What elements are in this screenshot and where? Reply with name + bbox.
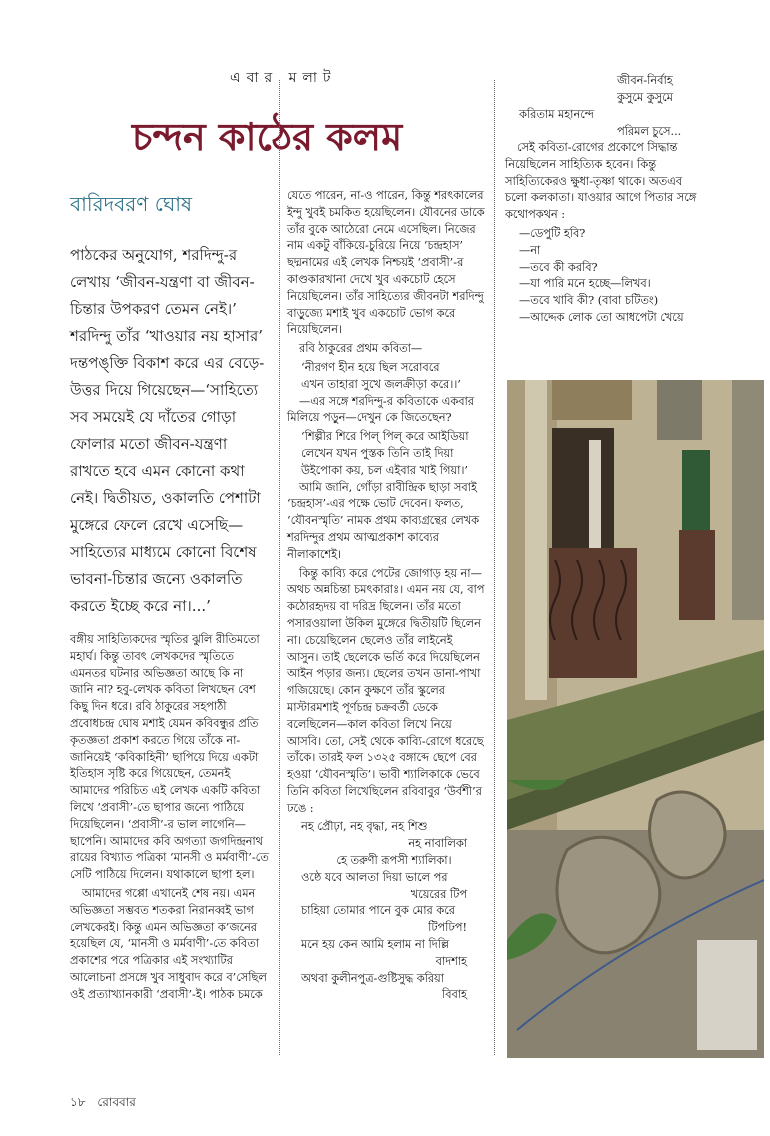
column-divider-2 (494, 80, 495, 1055)
column-3-body (505, 72, 705, 327)
author-byline: বারিদবরণ ঘোষ (70, 192, 193, 216)
paragraph: আমি জানি, গোঁড়া রাবীন্দ্রিক ছাড়া সবাই ‘চন্দ্রহাস’-এর পক্ষে ভোট দেবেন। ফলত, ‘যৌবনস্মৃতি’ নামক প্রথম কাব্যগ্রন্থের লেখক শরদিন্দুর প্রথম আত্মপ্রকাশ কাব্যের নীলাকাশেই। (287, 480, 480, 561)
verse-line: এখন তাহারা সুখে জলক্রীড়া করে।।’ (301, 377, 461, 391)
dialogue-line: —না (519, 243, 541, 257)
paragraph: —এর সঙ্গে শরদিন্দু-র কবিতাকে একবার মিলিয়ে পড়ুন—দেখুন কে জিতেছেন? (287, 394, 475, 425)
verse-block (505, 72, 705, 140)
dialogue-line: —ডেপুটি হবি? (519, 226, 586, 240)
dialogue-line: —তবে খাবি কী? (বাবা চটিতং) (519, 294, 659, 308)
paragraph: বঙ্গীয় সাহিত্যিকদের স্মৃতির ঝুলি রীতিমতো মহার্ঘ। কিন্তু তাবৎ লেখকদের স্মৃতিতে এমনতর ঘটনার অভিজ্ঞতা আছে কি না জানি না? হবু-লেখক কবিতা লিখছেন বেশ কিছু দিন ধরে। রবি ঠাকুরের সহপাঠী প্রবোধচন্দ্র ঘোষ মশাই যেমন কবিবন্ধুর প্রতি কৃতজ্ঞতা প্রকাশ করতে গিয়ে তাঁকে না-জানিয়েই ‘কবিকাহিনী’ ছাপিয়ে দিয়ে একটা ইতিহাস সৃষ্টি করে গিয়েছেন, তেমনই আমাদের পরিচিত এই লেখক একটি কবিতা লিখে ‘প্রবাসী’-তে ছাপার জন্যে পাঠিয়ে দিয়েছিলেন। ‘প্রবাসী’-র ভাল লাগেনি—ছাপেনি। আমাদের কবি অগত্যা জগদিন্দ্রনাথ রায়ের বিখ্যাত পত্রিকা ‘মানসী ও মর্মবাণী’-তে সেটি পাঠিয়ে দিলেন। যথাকালে ছাপা হল। (70, 633, 269, 882)
verse-line: ওষ্ঠে যবে আলতা দিয়া ভালে পর (301, 870, 448, 884)
photo-illustration (507, 380, 764, 1058)
dialogue-line: —যা পারি মনে হচ্ছে—লিখব। (519, 277, 651, 291)
verse-line: বিবাহ (441, 988, 467, 1002)
verse-line: অথবা কুলীনপুত্র-গুষ্টিসুদ্ধ করিয়া (301, 971, 444, 985)
dialogue-line: —তবে কী করবি? (519, 260, 598, 274)
verse-line: উইপোকা কয়, চল এইবার খাই গিয়া।’ (301, 463, 468, 477)
paragraph: সেই কবিতা-রোগের প্রকোপে সিদ্ধান্ত নিয়েছিলেন সাহিত্যিক হবেন। কিন্তু সাহিত্যিকেরও ক্ষুধা-তৃষ্ণা থাকে। অতএব চলো কলকাতা। যাওয়ার আগে পিতার সঙ্গে কথোপকথন : (505, 141, 697, 222)
page-footer (70, 1094, 136, 1114)
verse-line: মনে হয় কেন আমি হলাম না দিল্লি (301, 938, 449, 952)
page-number: ১৮ (70, 1095, 86, 1109)
verse-line: খয়েরের টিপ (410, 887, 467, 901)
verse-block (287, 429, 487, 479)
verse-line: পরিমল চুসে... (617, 125, 682, 138)
verse-line: লেখেন যখন পুস্তক তিনি তাই দিয়া (301, 446, 454, 460)
verse-line: নহ নাবালিকা (408, 837, 467, 851)
paragraph: রবি ঠাকুরের প্রথম কবিতা— (299, 342, 423, 356)
verse-line: ‘নীরগণ হীন হয়ে ছিল সরোবরে (301, 360, 440, 374)
verse-line: করিতাম মহানন্দে (519, 108, 594, 121)
verse-line: জীবন-নির্বাহ (617, 74, 673, 87)
lead-quote (70, 242, 268, 620)
paragraph: কিন্তু কাব্যি করে পেটের জোগাড় হয় না—অথচ অন্নচিন্তা চমৎকারাঃ। এমন নয় যে, বাপ কঠোরহৃদয় বা দরিদ্র ছিলেন। তাঁর মতো পসারওয়ালা উকিল মুঙ্গেরে দ্বিতীয়টি ছিলেন না। চেয়েছিলেন ছেলেও তাঁর লাইনেই আসুন। তাই ছেলেকে ভর্তি করে দিয়েছিলেন আইন পড়ার জন্য। ছেলের তখন ডানা-পাখা গজিয়েছে। কোন কুক্ষণে তাঁর স্কুলের মাস্টারমশাই পূর্ণচন্দ্র চক্রবর্তী ডেকে বলেছিলেন—কাল কবিতা লিখে নিয়ে আসবি। তো, সেই থেকে কাব্যি-রোগে ধরেছে তাঁকে। তারই ফল ১৩২৫ বঙ্গাব্দে ছেপে বের হওয়া ‘যৌবনস্মৃতি’। ভাবী শ্যালিকাকে ভেবে তিনি কবিতা লিখেছিলেন রবিবাবুর ‘উর্বশী’র ঢঙে : (287, 566, 485, 815)
column-1-body (70, 632, 270, 1006)
verse-line: ‘শিল্পীর শিরে পিল্ পিল্ করে আইডিয়া (301, 430, 469, 444)
verse-line: চাহিয়া তোমার পানে বুক মোর করে (301, 904, 455, 918)
verse-block (287, 360, 487, 394)
verse-line: নহ প্রৌঢ়া, নহ বৃদ্ধা, নহ শিশু (301, 820, 428, 834)
column-2-body (287, 188, 487, 1004)
paragraph: আমাদের গপ্পো এখানেই শেষ নয়। এমন অভিজ্ঞতা সম্ভবত শতকরা নিরানব্বই ভাগ লেখকেরই। কিন্তু এমন অভিজ্ঞতা ক’জনের হয়েছিল যে, ‘মানসী ও মর্মবাণী’-তে কবিতা প্রকাশের পরে পত্রিকার এই সংখ্যাটির আলোচনা প্রসঙ্গে খুব সাধুবাদ করে ব’সেছিল ওই প্রত্যাখ্যানকারী ‘প্রবাসী’-ই। পাঠক চমকে (70, 886, 267, 1001)
paragraph: যেতে পারেন, না-ও পারেন, কিন্তু শরৎকালের ইন্দু খুবই চমকিত হয়েছিলেন। যৌবনের ডাকে তাঁর বুকে আঠেরো নেমে এসেছিল। নিজের নাম একটু বাঁকিয়ে-চুরিয়ে নিয়ে ‘চন্দ্রহাস’ ছদ্মনামের এই লেখক নিশ্চয়ই ‘প্রবাসী’-র কাণ্ডকারখানা দেখে খুব একচোট হেসে নিয়েছিলেন। তাঁর সাহিত্যের জীবনটা শরদিন্দু বাড়ুজ্যে মশাই খুব একচোট ভোগ করে নিয়েছিলেন। (287, 189, 485, 337)
dialogue-block (505, 226, 705, 327)
article-title: চন্দন কাঠের কলম (132, 114, 403, 159)
column-divider-1 (279, 80, 280, 1055)
dialogue-line: —আদ্দেক লোক তো আধপেটা খেয়ে (519, 310, 684, 324)
verse-line: হে তরুণী রূপসী শ্যালিকা। (336, 854, 452, 868)
verse-line: কুসুমে কুসুমে (617, 91, 673, 104)
verse-line: বাদশাহ (435, 954, 467, 968)
old-building-balcony-photo (507, 380, 764, 1058)
verse-block (287, 819, 487, 1004)
section-kicker: এবার মলাট (230, 70, 337, 86)
magazine-name: রোববার (97, 1095, 136, 1109)
verse-line: টিপঢিপ! (428, 921, 467, 935)
lead-quote-text: পাঠকের অনুযোগ, শরদিন্দু-র লেখায় ‘জীবন-যন্ত্রণা বা জীবন-চিন্তার উপকরণ তেমন নেই।’ শরদিন্দু তাঁর ‘খাওয়ার নয় হাসার’ দন্তপঙ্‌ক্তি বিকাশ করে এর বেড়ে-উত্তর দিয়ে গিয়েছেন—‘সাহিত্যে সব সময়েই যে দাঁতের গোড়া ফোলার মতো জীবন-যন্ত্রণা রাখতে হবে এমন কোনো কথা নেই। দ্বিতীয়ত, ওকালতি পেশাটা মুঙ্গেরে ফেলে রেখে এসেছি—সাহিত্যের মাধ্যমে কোনো বিশেষ ভাবনা-চিন্তার জন্যে ওকালতি করতে ইচ্ছে করে না।...’ (70, 246, 265, 615)
